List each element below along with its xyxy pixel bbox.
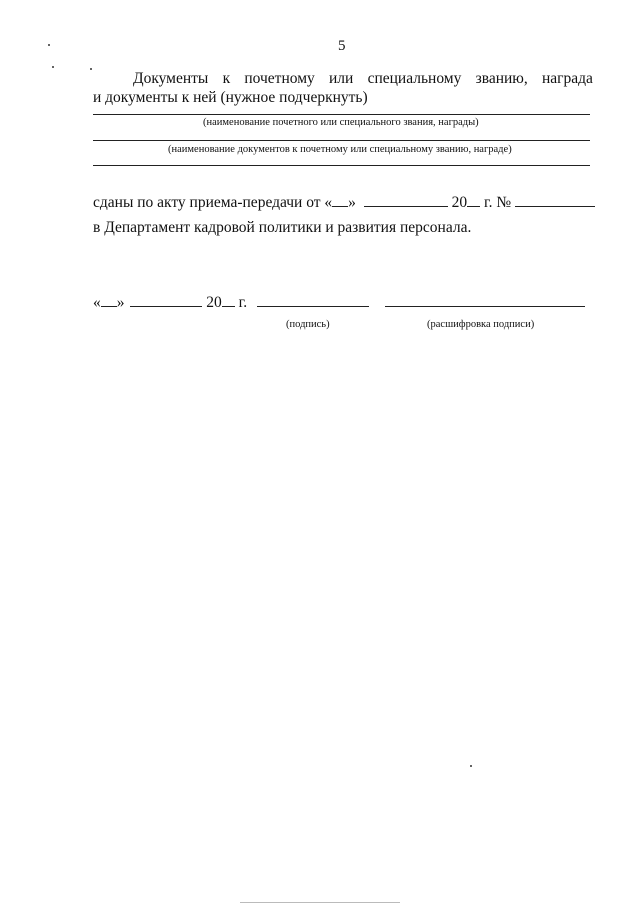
act-number-blank[interactable] <box>515 192 595 207</box>
signature-decode-caption: (расшифровка подписи) <box>427 319 535 330</box>
year-prefix: 20 <box>451 194 468 211</box>
year-suffix: г. <box>238 294 248 311</box>
page-number: 5 <box>338 38 346 54</box>
paragraph-line-1 <box>133 70 593 88</box>
year-blank[interactable] <box>467 192 480 207</box>
word: Документы <box>133 70 209 87</box>
word: специальному <box>367 70 462 87</box>
scan-speck <box>470 765 472 767</box>
award-name-line[interactable] <box>93 114 590 115</box>
award-name-caption: (наименование почетного или специального звания, награды) <box>203 117 479 128</box>
documents-name-line[interactable] <box>93 140 590 141</box>
handover-text: сданы по акту приема-передачи от « <box>93 194 333 211</box>
word: к <box>222 70 231 87</box>
year-prefix: 20 <box>206 294 222 311</box>
month-blank[interactable] <box>364 192 448 207</box>
word: награда <box>541 70 593 87</box>
signature-caption: (подпись) <box>286 319 330 330</box>
day-blank[interactable] <box>101 292 117 307</box>
word: званию, <box>475 70 528 87</box>
quote-close: » <box>348 194 356 211</box>
word: или <box>329 70 354 87</box>
date-signature-row <box>93 292 585 312</box>
year-blank[interactable] <box>222 292 235 307</box>
day-blank[interactable] <box>332 192 348 207</box>
handover-line <box>93 192 595 212</box>
documents-name-line-2[interactable] <box>93 165 590 166</box>
signature-decode-blank[interactable] <box>385 292 585 307</box>
number-label: г. № <box>484 194 512 211</box>
department-line: в Департамент кадровой политики и развития персонала. <box>93 219 472 236</box>
signature-blank[interactable] <box>257 292 369 307</box>
scan-speck <box>48 44 50 46</box>
scan-speck <box>90 68 92 70</box>
quote-close: » <box>116 294 125 311</box>
word: почетному <box>244 70 315 87</box>
paragraph-line-2: и документы к ней (нужное подчеркнуть) <box>93 89 368 106</box>
month-blank[interactable] <box>130 292 202 307</box>
scan-edge-line <box>240 902 400 903</box>
scan-speck <box>52 66 54 68</box>
quote-open: « <box>93 294 101 311</box>
documents-name-caption: (наименование документов к почетному или специальному званию, награде) <box>168 144 512 155</box>
